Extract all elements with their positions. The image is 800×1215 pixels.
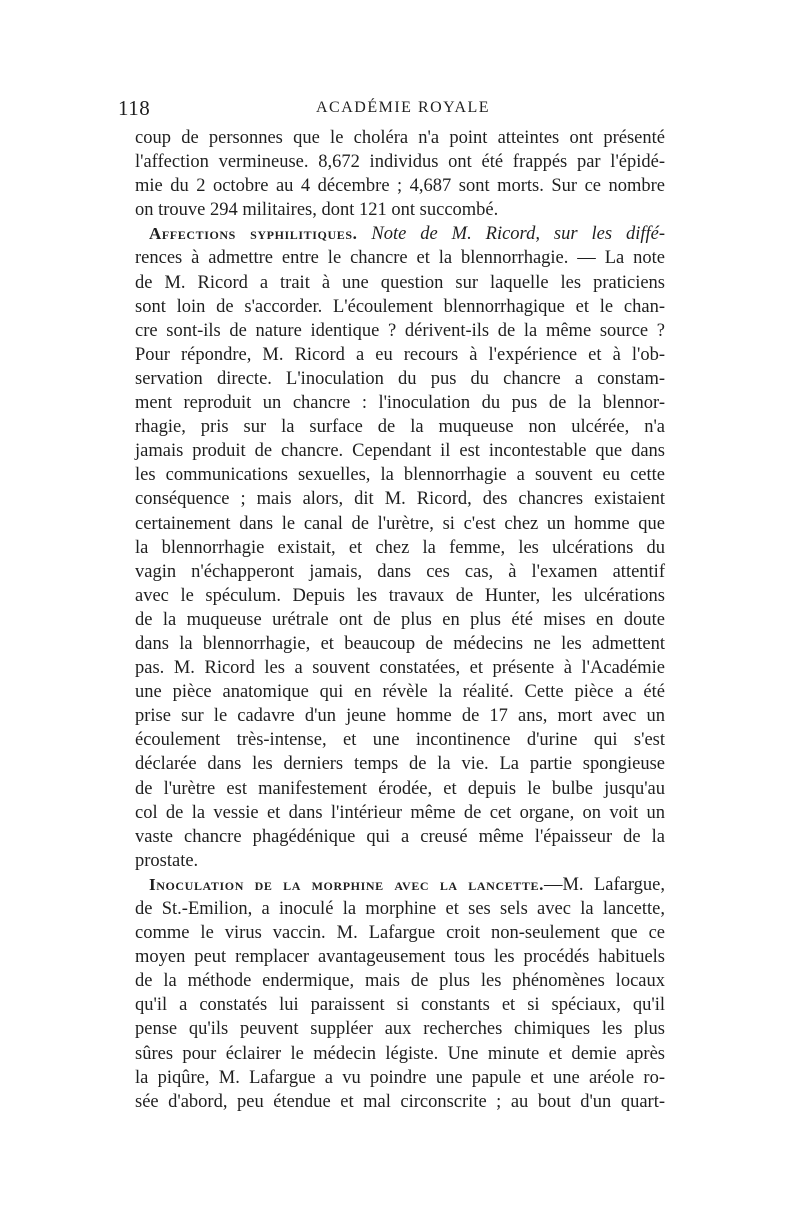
text-line: vaste chancre phagédénique qui a creusé même l'épaisseur de la xyxy=(135,826,665,847)
running-title: ACADÉMIE ROYALE xyxy=(316,99,491,116)
text-line: sée d'abord, peu étendue et mal circonscrite ; au bout d'un quart- xyxy=(135,1091,665,1112)
text-line: la piqûre, M. Lafargue a vu poindre une papule et une aréole ro- xyxy=(135,1067,665,1088)
text-line: de la muqueuse urétrale ont de plus en plus été mises en doute xyxy=(135,609,665,630)
section-heading: Inoculation de la morphine avec la lancette. xyxy=(149,874,544,894)
text-line: vagin n'échapperont jamais, dans ces cas, à l'examen attentif xyxy=(135,561,665,582)
paragraph-morphine xyxy=(135,873,665,1114)
text-line: on trouve 294 militaires, dont 121 ont succombé. xyxy=(135,200,499,221)
text-line: prise sur le cadavre d'un jeune homme de 17 ans, mort avec un xyxy=(135,706,665,727)
paragraph-syphilis xyxy=(135,222,665,873)
heading-continuation: —M. Lafargue, xyxy=(543,874,665,895)
text-line: comme le virus vaccin. M. Lafargue croit non-seulement que ce xyxy=(135,923,665,944)
section-heading-line xyxy=(135,873,665,897)
text-line: la blennorrhagie existait, et chez la femme, les ulcérations du xyxy=(135,537,665,558)
text-line: dans la blennorrhagie, et beaucoup de médecins ne les admettent xyxy=(135,633,665,654)
text-line: certainement dans le canal de l'urètre, si c'est chez un homme que xyxy=(135,513,665,534)
text-line: conséquence ; mais alors, dit M. Ricord, des chancres existaient xyxy=(135,489,665,510)
text-line: déclarée dans les derniers temps de la vie. La partie spongieuse xyxy=(135,754,665,775)
paragraph-cholera xyxy=(135,126,665,222)
note-title: Note de M. Ricord, sur les diffé- xyxy=(371,224,665,245)
text-line: les communications sexuelles, la blennorrhagie a souvent eu cette xyxy=(135,465,665,486)
text-line: de l'urètre est manifestement érodée, et depuis le bulbe jusqu'au xyxy=(135,778,665,799)
text-line: avec le spéculum. Depuis les travaux de Hunter, les ulcérations xyxy=(135,585,665,606)
text-line: ment reproduit un chancre : l'inoculation du pus de la blennor- xyxy=(135,393,665,414)
text-line: Pour répondre, M. Ricord a eu recours à l'expérience et à l'ob- xyxy=(135,344,665,365)
text-line: jamais produit de chancre. Cependant il est incontestable que dans xyxy=(135,441,665,462)
text-line: l'affection vermineuse. 8,672 individus ont été frappés par l'épidé- xyxy=(135,152,665,173)
text-line: mie du 2 octobre au 4 décembre ; 4,687 sont morts. Sur ce nombre xyxy=(135,176,665,197)
text-line: pas. M. Ricord les a souvent constatées, et présente à l'Académie xyxy=(135,658,665,679)
text-line: rhagie, pris sur la surface de la muqueuse non ulcérée, n'a xyxy=(135,417,665,438)
text-line: prostate. xyxy=(135,850,199,871)
text-line: une pièce anatomique qui en révèle la réalité. Cette pièce a été xyxy=(135,682,665,703)
text-line: col de la vessie et dans l'intérieur même de cet organe, on voit un xyxy=(135,802,665,823)
text-line: sont loin de s'accorder. L'écoulement blennorrhagique et le chan- xyxy=(135,296,665,317)
text-line: qu'il a constatés lui paraissent si constants et si spéciaux, qu'il xyxy=(135,995,665,1016)
text-line: coup de personnes que le choléra n'a point atteintes ont présenté xyxy=(135,128,665,148)
body-text xyxy=(135,126,665,1114)
text-line: cre sont-ils de nature identique ? dérivent-ils de la même source ? xyxy=(135,320,665,341)
page-header xyxy=(118,96,678,120)
section-heading-line xyxy=(135,222,665,246)
text-line: sûres pour éclairer le médecin légiste. Une minute et demie après xyxy=(135,1043,665,1064)
page-number: 118 xyxy=(118,96,151,120)
text-line: rences à admettre entre le chancre et la blennorrhagie. — La note xyxy=(135,248,665,269)
text-line: pense qu'ils peuvent suppléer aux recherches chimiques les plus xyxy=(135,1019,665,1040)
text-line: de la méthode endermique, mais de plus les phénomènes locaux xyxy=(135,971,665,992)
text-line: moyen peut remplacer avantageusement tous les procédés habituels xyxy=(135,947,665,968)
text-line: servation directe. L'inoculation du pus du chancre a constam- xyxy=(135,368,665,389)
section-heading: Affections syphilitiques. xyxy=(149,224,358,244)
text-line: de M. Ricord a trait à une question sur laquelle les praticiens xyxy=(135,272,665,293)
text-line: de St.-Emilion, a inoculé la morphine et ses sels avec la lancette, xyxy=(135,899,665,919)
text-line: écoulement très-intense, et une incontinence d'urine qui s'est xyxy=(135,730,665,751)
